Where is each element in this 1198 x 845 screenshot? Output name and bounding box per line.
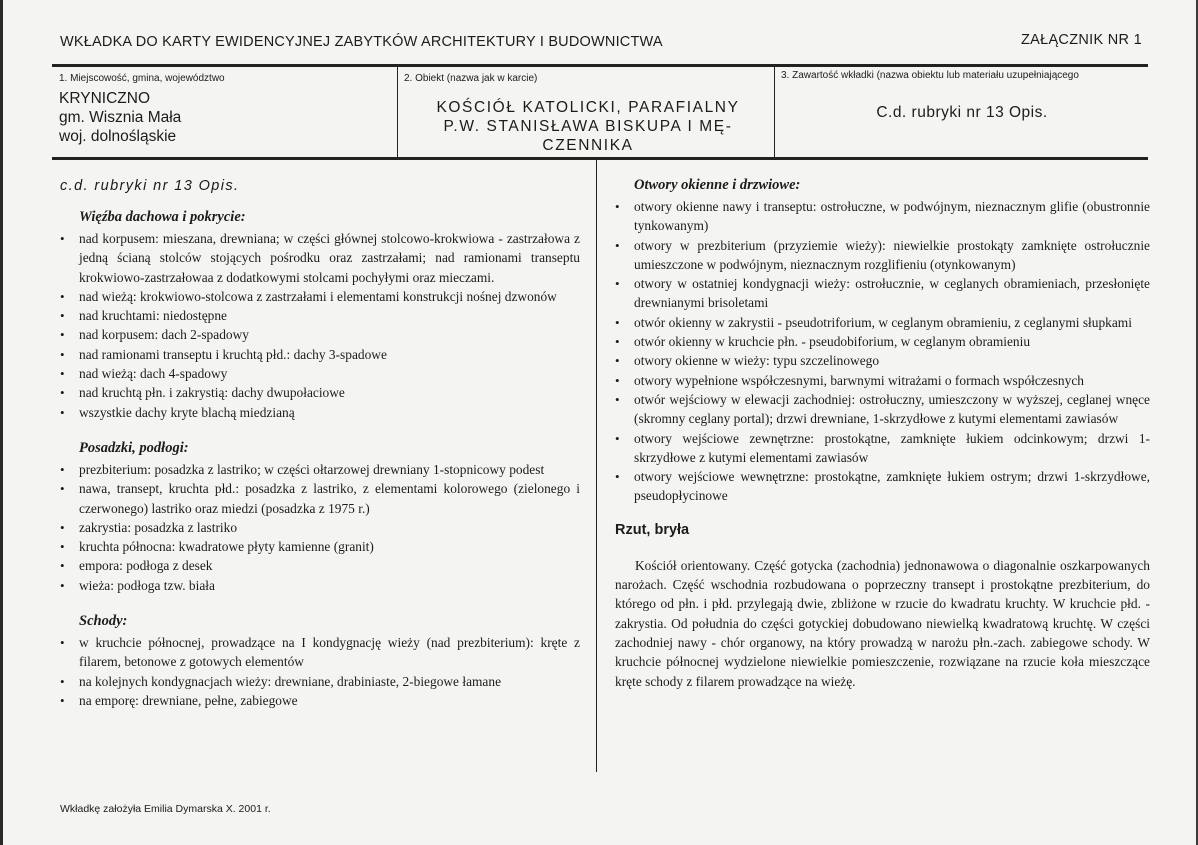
section-heading-roof: Więźba dachowa i pokrycie: bbox=[79, 209, 246, 225]
list-item: • otwory okienne nawy i transeptu: ostrołuczne, w podwójnym, nieznacznym glifie (obustronnie tynkowanym) bbox=[615, 197, 1150, 236]
content-value: C.d. rubryki nr 13 Opis. bbox=[876, 104, 1048, 121]
list-item: • kruchta północna: kwadratowe płyty kamienne (granit) bbox=[60, 537, 580, 556]
object-label: 2. Obiekt (nazwa jak w karcie) bbox=[404, 73, 538, 84]
list-item: • nawa, transept, kruchta płd.: posadzka z lastriko, z elementami kolorowego (zielonego i czerwonego) lastriko oraz miedzi (posadzka z 1975 r.) bbox=[60, 479, 580, 518]
list-item: • na kolejnych kondygnacjach wieży: drewniane, drabiniaste, 2-biegowe łamane bbox=[60, 672, 580, 691]
list-item: • nad ramionami transeptu i kruchtą płd.: dachy 3-spadowe bbox=[60, 345, 580, 364]
list-item: • otwór wejściowy w elewacji zachodniej: ostrołuczny, umieszczony w wyższej, ceglanej wnęce (skromny ceglany portal); drzwi drewniane, 1-skrzydłowe z kutymi elementami zawiasów bbox=[615, 390, 1150, 429]
location-commune: gm. Wisznia Mała bbox=[59, 109, 182, 126]
right-column bbox=[615, 176, 1150, 691]
section-heading-floors: Posadzki, podłogi: bbox=[79, 439, 189, 456]
list-item: • wszystkie dachy kryte blachą miedzianą bbox=[60, 403, 580, 422]
list-item: • otwór okienny w kruchcie płn. - pseudobiforium, w ceglanym obramieniu bbox=[615, 332, 1150, 351]
list-item: • otwory wejściowe wewnętrzne: prostokątne, zamknięte łukiem ostrym; drzwi 1-skrzydłowe, pseudopłycinowe bbox=[615, 467, 1150, 506]
continuation-title: c.d. rubryki nr 13 Opis. bbox=[60, 178, 240, 194]
column-divider bbox=[596, 160, 597, 772]
object-value bbox=[400, 98, 776, 155]
list-item: • otwory w ostatniej kondygnacji wieży: ostrołucznie, w ceglanych obramieniach, przesłonięte drewnianymi brisoletami bbox=[615, 274, 1150, 313]
location-voivodeship: woj. dolnośląskie bbox=[59, 128, 177, 145]
list-item: • otwory okienne w wieży: typu szczelinowego bbox=[615, 351, 1150, 370]
list-item: • w kruchcie północnej, prowadzące na I kondygnację wieży (nad prezbiterium): kręte z filarem, betonowe z gotowych elementów bbox=[60, 633, 580, 672]
list-item: • nad kruchtami: niedostępne bbox=[60, 306, 580, 325]
object-line-3: CZENNIKA bbox=[542, 137, 634, 154]
list-item: • empora: podłoga z desek bbox=[60, 556, 580, 575]
roof-list bbox=[60, 229, 580, 422]
location-village: KRYNICZNO bbox=[59, 90, 151, 107]
content-label: 3. Zawartość wkładki (nazwa obiektu lub materiału uzupełniającego bbox=[781, 70, 1079, 81]
footer-note: Wkładkę założyła Emilia Dymarska X. 2001 r. bbox=[60, 803, 271, 815]
list-item: • na emporę: drewniane, pełne, zabiegowe bbox=[60, 691, 580, 710]
location-value bbox=[59, 89, 181, 146]
object-line-2: P.W. STANISŁAWA BISKUPA I MĘ- bbox=[443, 118, 733, 135]
left-column bbox=[60, 172, 580, 710]
floors-list bbox=[60, 460, 580, 595]
section-heading-plan: Rzut, bryła bbox=[615, 521, 690, 538]
list-item: • nad kruchtą płn. i zakrystią: dachy dwupołaciowe bbox=[60, 383, 580, 402]
location-label: 1. Miejscowość, gmina, województwo bbox=[59, 73, 225, 84]
table-divider-1 bbox=[397, 66, 398, 158]
list-item: • nad korpusem: mieszana, drewniana; w części głównej stolcowo-krokwiowa - zastrzałowa z jedną ścianą stolców stojących pośrodku oraz zastrzałami; nad ramionami transeptu krokwiowo-zastrzałowaa z dodatkowymi stolcami pochyłymi oraz mieczami. bbox=[60, 229, 580, 287]
scan-edge-left bbox=[0, 0, 3, 845]
list-item: • otwory w prezbiterium (przyziemie wieży): niewielkie prostokąty zamknięte ostrołucznie umieszczone w podwójnym, nieznacznym rozglifieniu (otynkowanym) bbox=[615, 236, 1150, 275]
object-line-1: KOŚCIÓŁ KATOLICKI, PARAFIALNY bbox=[436, 99, 740, 116]
list-item: • prezbiterium: posadzka z lastriko; w części ołtarzowej drewniany 1-stopnicowy podest bbox=[60, 460, 580, 479]
openings-list bbox=[615, 197, 1150, 506]
section-heading-openings: Otwory okienne i drzwiowe: bbox=[634, 177, 801, 193]
form-title: WKŁADKA DO KARTY EWIDENCYJNEJ ZABYTKÓW ARCHITEKTURY I BUDOWNICTWA bbox=[60, 34, 663, 50]
list-item: • zakrystia: posadzka z lastriko bbox=[60, 518, 580, 537]
list-item: • nad wieżą: krokwiowo-stolcowa z zastrzałami i elementami konstrukcji nośnej dzwonów bbox=[60, 287, 580, 306]
list-item: • otwór okienny w zakrystii - pseudotriforium, w ceglanym obramieniu, z ceglanymi słupkami bbox=[615, 313, 1150, 332]
list-item: • nad korpusem: dach 2-spadowy bbox=[60, 325, 580, 344]
stairs-list bbox=[60, 633, 580, 710]
table-top-rule bbox=[52, 64, 1148, 67]
list-item: • otwory wypełnione współczesnymi, barwnymi witrażami o formach współczesnych bbox=[615, 371, 1150, 390]
section-heading-stairs: Schody: bbox=[79, 613, 128, 630]
attachment-number: ZAŁĄCZNIK NR 1 bbox=[1020, 32, 1142, 48]
list-item: • otwory wejściowe zewnętrzne: prostokątne, zamknięte łukiem odcinkowym; drzwi 1-skrzydłowe z kutymi elementami zawiasów bbox=[615, 429, 1150, 468]
list-item: • nad wieżą: dach 4-spadowy bbox=[60, 364, 580, 383]
table-bottom-rule bbox=[52, 157, 1148, 160]
plan-description: Kościół orientowany. Część gotycka (zachodnia) jednonawowa o diagonalnie oszkarpowanych narożach. Część wschodnia rozbudowana o poprzeczny transept i prostokątne prezbiterium, do którego od płn. i płd. przylegają dwie, zbliżone w rzucie do kwadratu kruchty. W kruchcie płd. - zakrystia. Od południa do części gotyckiej dobudowano niewielką kwadratową kruchtę. W części zachodniej nawy - chór organowy, na który prowadzą w narożu płn.-zach. zabiegowe schody. W kruchcie północnej wydzielone niewielkie pomieszczenie, rozwiązane na rzucie koła mieszczące kręte schody z filarem prowadzące na wieżę. bbox=[615, 557, 1150, 689]
list-item: • wieża: podłoga tzw. biała bbox=[60, 576, 580, 595]
